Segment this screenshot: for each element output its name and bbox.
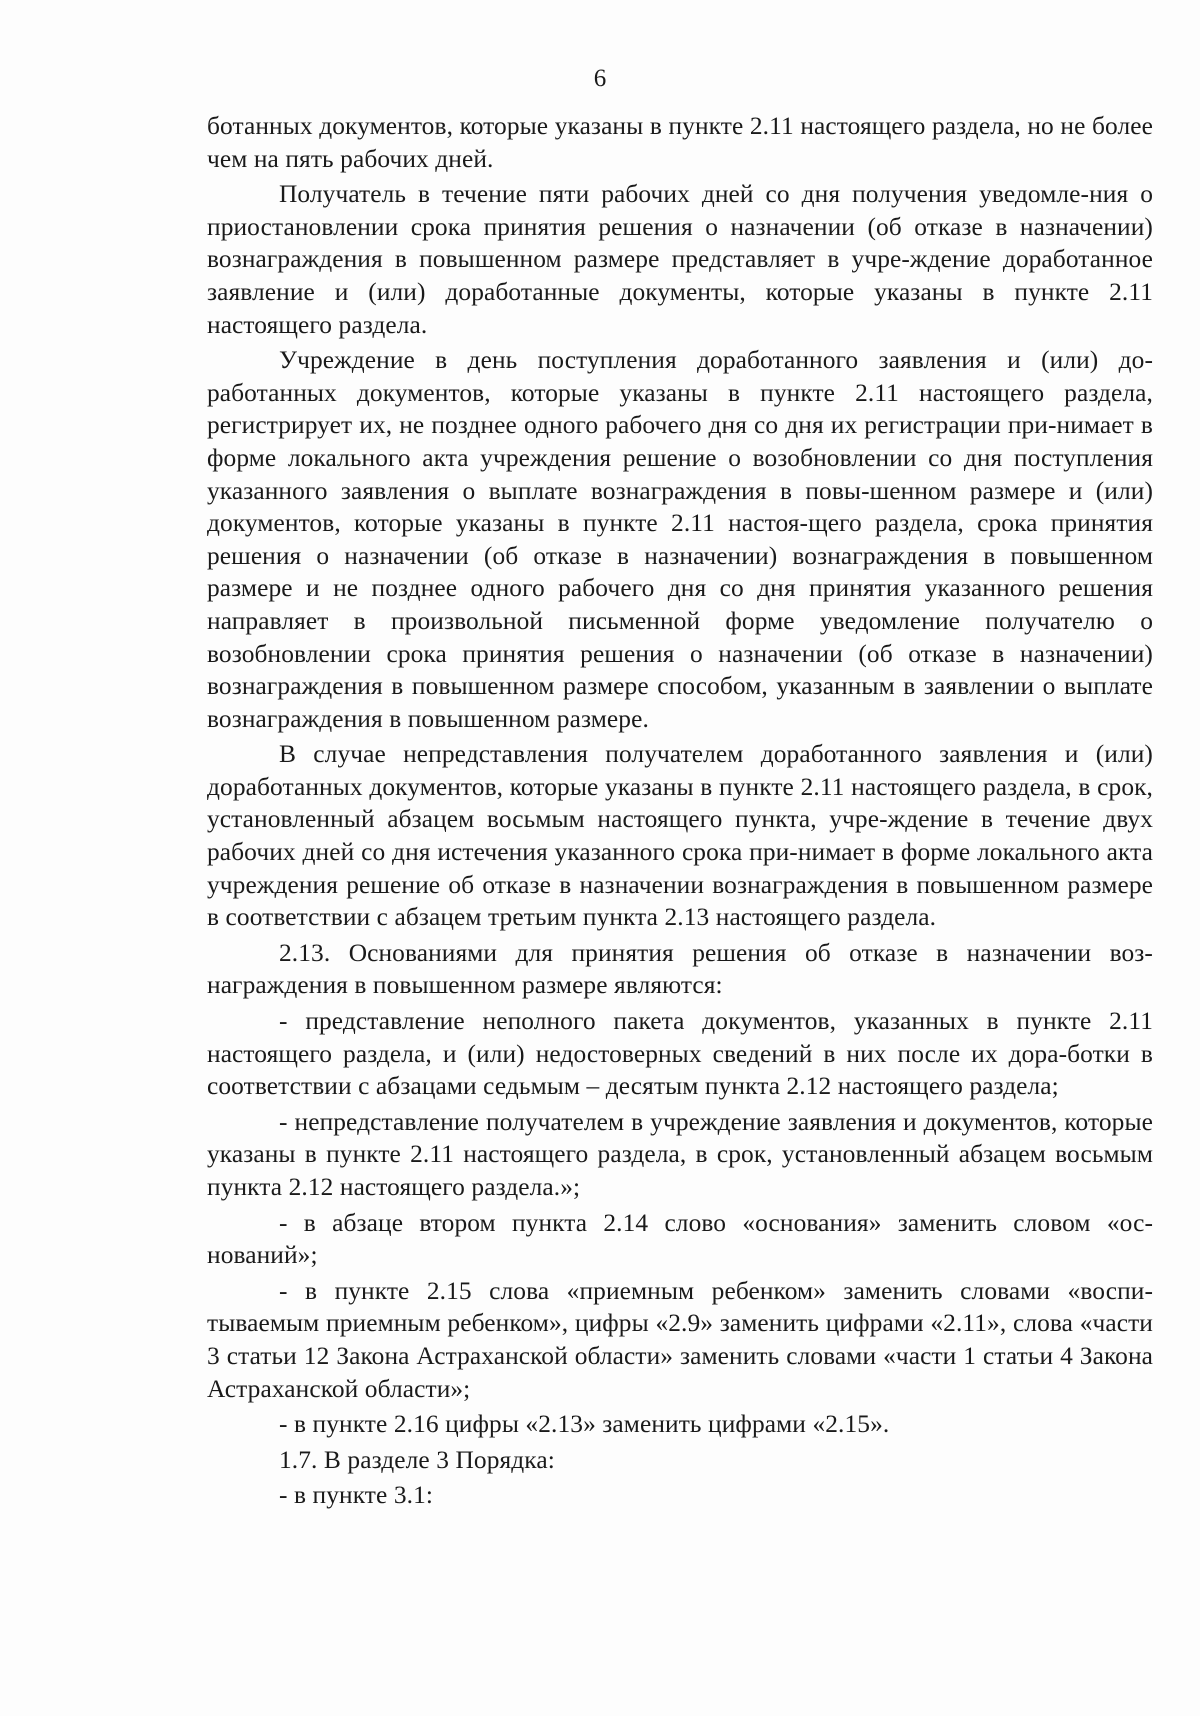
paragraph-clause-2-13: 2.13. Основаниями для принятия решения об отказе в назначении воз-награждения в повышенном размере являются: [207,938,1153,1000]
paragraph-continuation: ботанных документов, которые указаны в пункте 2.11 настоящего раздела, но не более чем на пять рабочих дней. [207,112,1153,173]
amendment-clause-3-1: - в пункте 3.1: [279,1481,434,1510]
list-item-non-submission: - непредставление получателем в учреждение заявления и документов, которые указаны в пункте 2.11 настоящего раздела, в срок, установленный абзацем восьмым пункта 2.12 настоящего раздела.»; [207,1107,1153,1201]
amendment-clause-2-15: - в пункте 2.15 слова «приемным ребенком» заменить словами «воспи-тываемым приемным ребенком», цифры «2.9» заменить цифрами «2.11», слова «части 3 статьи 12 Закона Астраханской области» заменить словами «части 1 статьи 4 Закона Астраханской области»; [207,1276,1153,1403]
paragraph-non-submission: В случае непредставления получателем доработанного заявления и (или) доработанных документов, которые указаны в пункте 2.11 настоящего раздела, в срок, установленный абзацем восьмым настоящего пункта, учре-ждение в течение двух рабочих дней со дня истечения указанного срока при-нимает в форме локального акта учреждения решение об отказе в назначении вознаграждения в повышенном размере в соответствии с абзацем третьим пункта 2.13 настоящего раздела. [207,740,1153,932]
section-1-7-heading: 1.7. В разделе 3 Порядка: [279,1445,555,1474]
page-number: 6 [593,65,607,92]
list-item-incomplete-documents: - представление неполного пакета документов, указанных в пункте 2.11 настоящего раздела, и (или) недостоверных сведений в них после их дора-ботки в соответствии с абзацами седьмым – десятым пункта 2.12 настоящего раздела; [207,1007,1153,1101]
document-body [207,110,1153,1515]
amendment-clause-2-16: - в пункте 2.16 цифры «2.13» заменить цифрами «2.15». [279,1410,890,1439]
amendment-clause-2-14: - в абзаце втором пункта 2.14 слово «основания» заменить словом «ос-нований»; [207,1208,1153,1270]
paragraph-institution-resumption: Учреждение в день поступления доработанного заявления и (или) до-работанных документов, которые указаны в пункте 2.11 настоящего раздела, регистрирует их, не позднее одного рабочего дня со дня их регистрации при-нимает в форме локального акта учреждения решение о возобновлении со дня поступления указанного заявления о выплате вознаграждения в повы-шенном размере и (или) документов, которые указаны в пункте 2.11 настоя-щего раздела, срока принятия решения о назначении (об отказе в назначении) вознаграждения в повышенном размере и не позднее одного рабочего дня со дня принятия указанного решения направляет в произвольной письменной форме уведомление получателю о возобновлении срока принятия решения о назначении (об отказе в назначении) вознаграждения в повышенном размере способом, указанным в заявлении о выплате вознаграждения в повышенном размере. [207,346,1153,733]
paragraph-recipient-submission: Получатель в течение пяти рабочих дней со дня получения уведомле-ния о приостановлении срока принятия решения о назначении (об отказе в назначении) вознаграждения в повышенном размере представляет в учре-ждение доработанное заявление и (или) доработанные документы, которые указаны в пункте 2.11 настоящего раздела. [207,180,1153,339]
